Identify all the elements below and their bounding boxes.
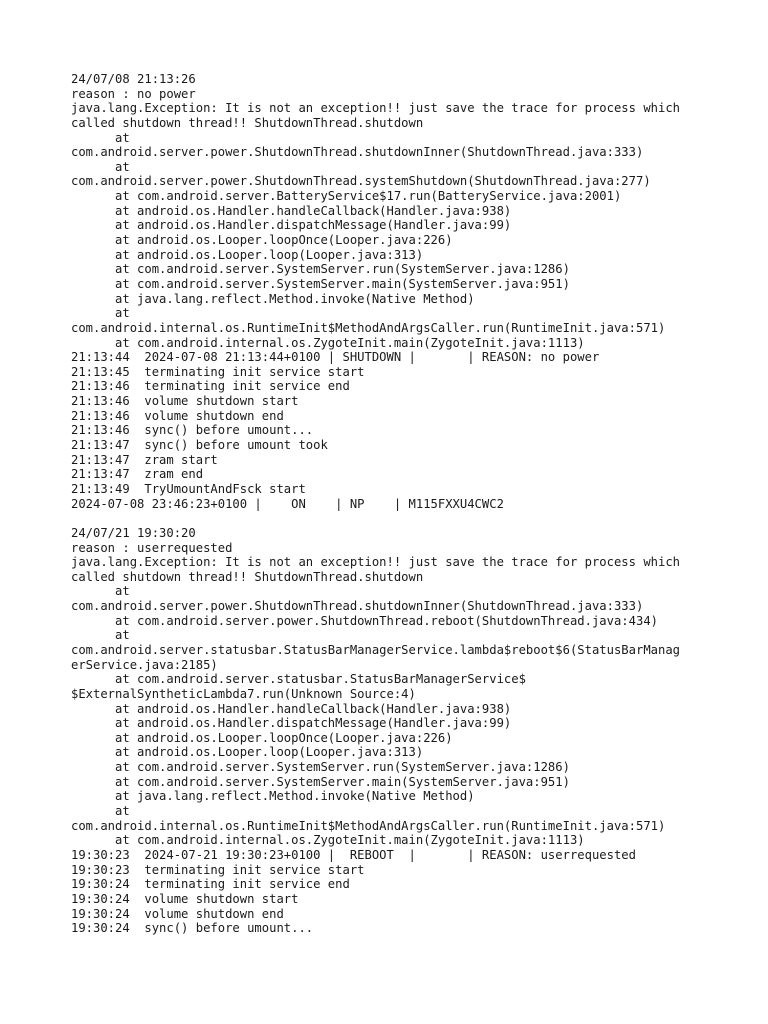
log-line: 19:30:24 terminating init service end	[71, 877, 350, 892]
log-line: at java.lang.reflect.Method.invoke(Native Method)	[71, 291, 475, 306]
log-line: at android.os.Looper.loopOnce(Looper.java:226)	[71, 730, 453, 745]
log-line: at android.os.Looper.loop(Looper.java:313)	[71, 247, 424, 262]
log-line: at	[71, 159, 130, 174]
log-line: 21:13:46 sync() before umount...	[71, 423, 314, 438]
log-line: at com.android.server.power.ShutdownThread.reboot(ShutdownThread.java:434)	[71, 613, 658, 628]
log-line: at	[71, 628, 130, 643]
log-reason: reason : no power	[71, 86, 196, 101]
log-line: 21:13:49 TryUmountAndFsck start	[71, 481, 306, 496]
log-line: at com.android.server.BatteryService$17.run(BatteryService.java:2001)	[71, 189, 622, 204]
log-line: com.android.server.power.ShutdownThread.shutdownInner(ShutdownThread.java:333)	[71, 599, 644, 614]
log-entry-block	[71, 72, 731, 511]
log-line: called shutdown thread!! ShutdownThread.shutdown	[71, 569, 424, 584]
log-line: at	[71, 130, 130, 145]
log-timestamp: 24/07/21 19:30:20	[71, 525, 196, 540]
log-line: java.lang.Exception: It is not an exception!! just save the trace for process which	[71, 101, 681, 116]
log-line: java.lang.Exception: It is not an exception!! just save the trace for process which	[71, 555, 681, 570]
log-line: at android.os.Looper.loopOnce(Looper.java:226)	[71, 233, 453, 248]
log-line: 19:30:24 volume shutdown start	[71, 891, 299, 906]
log-line: at	[71, 804, 130, 819]
log-line: 19:30:24 sync() before umount...	[71, 921, 314, 936]
log-line: at com.android.internal.os.ZygoteInit.main(ZygoteInit.java:1113)	[71, 833, 585, 848]
log-line: at android.os.Handler.dispatchMessage(Handler.java:99)	[71, 716, 512, 731]
log-line: 21:13:46 terminating init service end	[71, 379, 350, 394]
log-line: com.android.server.statusbar.StatusBarManagerService.lambda$reboot$6(StatusBarManag	[71, 642, 681, 657]
log-line: at com.android.server.SystemServer.main(SystemServer.java:951)	[71, 774, 570, 789]
log-line: at android.os.Handler.handleCallback(Handler.java:938)	[71, 701, 512, 716]
log-line: at android.os.Looper.loop(Looper.java:313)	[71, 745, 424, 760]
log-line: 21:13:47 zram start	[71, 452, 218, 467]
log-line: erService.java:2185)	[71, 657, 218, 672]
shutdown-log-text	[71, 72, 731, 936]
log-line: com.android.internal.os.RuntimeInit$MethodAndArgsCaller.run(RuntimeInit.java:571)	[71, 320, 666, 335]
log-line: at com.android.server.SystemServer.run(SystemServer.java:1286)	[71, 262, 570, 277]
log-line: at java.lang.reflect.Method.invoke(Native Method)	[71, 789, 475, 804]
log-line: 19:30:24 volume shutdown end	[71, 906, 284, 921]
log-line: at com.android.internal.os.ZygoteInit.main(ZygoteInit.java:1113)	[71, 335, 585, 350]
log-line: at android.os.Handler.handleCallback(Handler.java:938)	[71, 203, 512, 218]
log-line: com.android.server.power.ShutdownThread.shutdownInner(ShutdownThread.java:333)	[71, 145, 644, 160]
log-line: at	[71, 584, 130, 599]
log-line: $ExternalSyntheticLambda7.run(Unknown Source:4)	[71, 686, 416, 701]
log-line: at android.os.Handler.dispatchMessage(Handler.java:99)	[71, 218, 512, 233]
log-line: at com.android.server.statusbar.StatusBarManagerService$	[71, 672, 526, 687]
log-reason: reason : userrequested	[71, 540, 233, 555]
log-line: at com.android.server.SystemServer.run(SystemServer.java:1286)	[71, 760, 570, 775]
log-line: 21:13:44 2024-07-08 21:13:44+0100 | SHUTDOWN | | REASON: no power	[71, 350, 600, 365]
log-line: 21:13:45 terminating init service start	[71, 364, 365, 379]
log-entry-block	[71, 526, 731, 936]
log-line: 21:13:47 sync() before umount took	[71, 438, 328, 453]
block-separator	[71, 511, 731, 526]
log-line: 21:13:46 volume shutdown end	[71, 408, 284, 423]
log-line: 21:13:47 zram end	[71, 467, 204, 482]
log-line: 19:30:23 terminating init service start	[71, 862, 365, 877]
log-line: com.android.server.power.ShutdownThread.systemShutdown(ShutdownThread.java:277)	[71, 174, 651, 189]
log-line: 2024-07-08 23:46:23+0100 | ON | NP | M115FXXU4CWC2	[71, 496, 504, 511]
log-line: at com.android.server.SystemServer.main(SystemServer.java:951)	[71, 276, 570, 291]
log-line: 19:30:23 2024-07-21 19:30:23+0100 | REBOOT | | REASON: userrequested	[71, 847, 636, 862]
log-line: called shutdown thread!! ShutdownThread.shutdown	[71, 115, 424, 130]
log-timestamp: 24/07/08 21:13:26	[71, 72, 196, 86]
log-line: at	[71, 306, 130, 321]
log-line: 21:13:46 volume shutdown start	[71, 394, 299, 409]
log-line: com.android.internal.os.RuntimeInit$MethodAndArgsCaller.run(RuntimeInit.java:571)	[71, 818, 666, 833]
